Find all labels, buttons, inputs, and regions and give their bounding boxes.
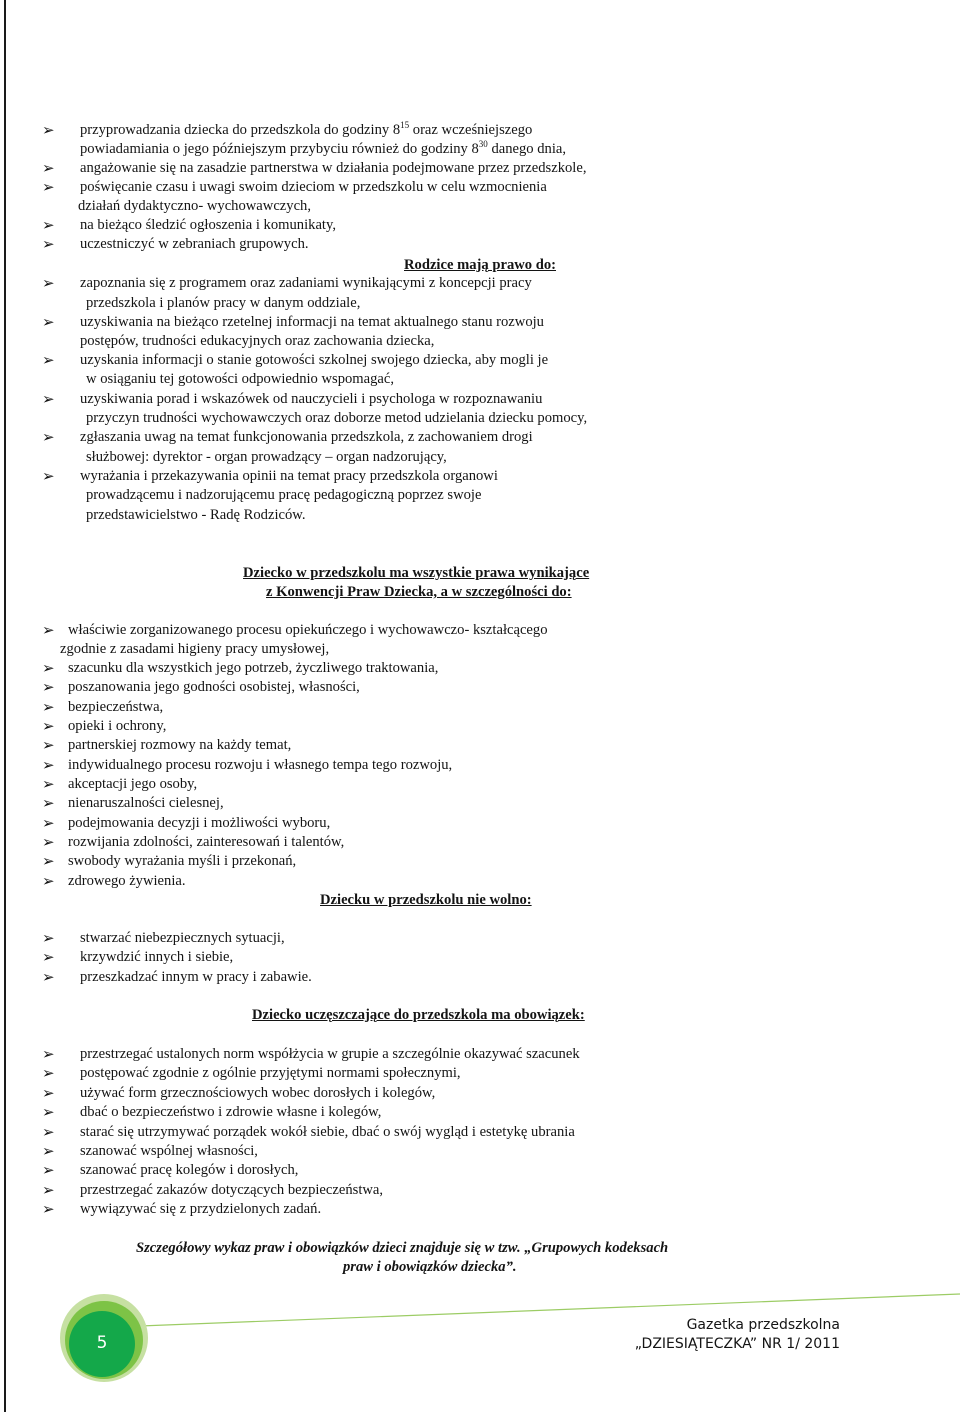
bullet-arrow-icon: ➢ <box>42 159 55 177</box>
section1-line: uczestniczyć w zebraniach grupowych. <box>80 236 309 252</box>
bullet-arrow-icon: ➢ <box>42 814 55 832</box>
section-heading: Rodzice mają prawo do: <box>404 257 556 273</box>
bullet-arrow-icon: ➢ <box>42 852 55 870</box>
bullet-arrow-icon: ➢ <box>42 794 55 812</box>
bullet-arrow-icon: ➢ <box>42 775 55 793</box>
section4-line: przeszkadzać innym w pracy i zabawie. <box>80 969 312 985</box>
page-number: 5 <box>96 1333 108 1353</box>
section2-line: przyczyn trudności wychowawczych oraz doborze metod udzielania dziecku pomocy, <box>86 410 588 426</box>
section2-line: uzyskiwania na bieżąco rzetelnej informacji na temat aktualnego stanu rozwoju <box>80 314 544 330</box>
section1-line: przyprowadzania dziecka do przedszkola do godziny $8^{15}$ oraz wcześniejszego <box>80 120 533 138</box>
section3-line: zdrowego żywienia. <box>68 873 186 889</box>
bullet-arrow-icon: ➢ <box>42 678 55 696</box>
section5-line: starać się utrzymywać porządek wokół siebie, dbać o swój wygląd i estetykę ubrania <box>80 1124 575 1140</box>
section1-line: poświęcanie czasu i uwagi swoim dzieciom w przedszkolu w celu wzmocnienia <box>80 179 547 195</box>
section1-line: działań dydaktyczno- wychowawczych, <box>78 198 311 214</box>
section3-line: bezpieczeństwa, <box>68 699 164 715</box>
section3-line: partnerskiej rozmowy na każdy temat, <box>68 737 292 753</box>
section5-line: dbać o bezpieczeństwo i zdrowie własne i kolegów, <box>80 1104 382 1120</box>
section-heading: Dziecku w przedszkolu nie wolno: <box>320 892 532 908</box>
section-heading: Dziecko w przedszkolu ma wszystkie prawa wynikające <box>243 565 590 581</box>
bullet-arrow-icon: ➢ <box>42 1064 55 1082</box>
footer-issue-label: „DZIESIĄTECZKA” NR 1/ 2011 <box>634 1336 840 1352</box>
bullet-arrow-icon: ➢ <box>42 178 55 196</box>
section2-line: zgłaszania uwag na temat funkcjonowania przedszkola, z zachowaniem drogi <box>80 429 533 445</box>
bullet-arrow-icon: ➢ <box>42 1142 55 1160</box>
section2-line: uzyskania informacji o stanie gotowości szkolnej swojego dziecka, aby mogli je <box>80 352 549 368</box>
section5-line: szanować pracę kolegów i dorosłych, <box>80 1162 299 1178</box>
bullet-arrow-icon: ➢ <box>42 274 55 292</box>
section1-line: na bieżąco śledzić ogłoszenia i komunikaty, <box>80 217 336 233</box>
bullet-arrow-icon: ➢ <box>42 833 55 851</box>
section3-line: opieki i ochrony, <box>68 718 167 734</box>
section5-line: przestrzegać zakazów dotyczących bezpieczeństwa, <box>80 1182 384 1198</box>
bullet-arrow-icon: ➢ <box>42 428 55 446</box>
footnote-text: Szczegółowy wykaz praw i obowiązków dzieci znajduje się w tzw. „Grupowych kodeksach <box>136 1240 669 1256</box>
bullet-arrow-icon: ➢ <box>42 717 55 735</box>
bullet-arrow-icon: ➢ <box>42 121 55 139</box>
section5-line: przestrzegać ustalonych norm współżycia w grupie a szczególnie okazywać szacunek <box>80 1046 580 1062</box>
section1-line: powiadamiania o jego późniejszym przybyciu również do godziny $8^{30}$ danego dnia, <box>80 139 567 157</box>
section3-line: rozwijania zdolności, zainteresowań i talentów, <box>68 834 345 850</box>
section5-line: wywiązywać się z przydzielonych zadań. <box>80 1201 322 1217</box>
section3-line: podejmowania decyzji i możliwości wyboru, <box>68 815 331 831</box>
bullet-arrow-icon: ➢ <box>42 216 55 234</box>
section2-line: przedstawicielstwo - Radę Rodziców. <box>86 507 306 523</box>
section3-line: zgodnie z zasadami higieny pracy umysłowej, <box>60 641 330 657</box>
section5-line: postępować zgodnie z ogólnie przyjętymi normami społecznymi, <box>80 1065 461 1081</box>
section5-line: szanować wspólnej własności, <box>80 1143 258 1159</box>
bullet-arrow-icon: ➢ <box>42 736 55 754</box>
section2-line: wyrażania i przekazywania opinii na temat pracy przedszkola organowi <box>80 468 498 484</box>
section-heading: Dziecko uczęszczające do przedszkola ma obowiązek: <box>252 1007 585 1023</box>
footnote-text: praw i obowiązków dziecka”. <box>343 1259 517 1275</box>
bullet-arrow-icon: ➢ <box>42 929 55 947</box>
section5-line: używać form grzecznościowych wobec dorosłych i kolegów, <box>80 1085 436 1101</box>
bullet-arrow-icon: ➢ <box>42 968 55 986</box>
bullet-arrow-icon: ➢ <box>42 390 55 408</box>
bullet-arrow-icon: ➢ <box>42 698 55 716</box>
bullet-arrow-icon: ➢ <box>42 756 55 774</box>
bullet-arrow-icon: ➢ <box>42 1084 55 1102</box>
section3-line: swobody wyrażania myśli i przekonań, <box>68 853 297 869</box>
section4-line: stwarzać niebezpiecznych sytuacji, <box>80 930 285 946</box>
bullet-arrow-icon: ➢ <box>42 659 55 677</box>
section3-line: poszanowania jego godności osobistej, własności, <box>68 679 360 695</box>
section2-line: w osiąganiu tej gotowości odpowiednio wspomagać, <box>86 371 395 387</box>
bullet-arrow-icon: ➢ <box>42 235 55 253</box>
bullet-arrow-icon: ➢ <box>42 1045 55 1063</box>
section3-line: szacunku dla wszystkich jego potrzeb, życzliwego traktowania, <box>68 660 439 676</box>
section3-line: właściwie zorganizowanego procesu opiekuńczego i wychowawczo- kształcącego <box>68 622 548 638</box>
section2-line: postępów, trudności edukacyjnych oraz zachowania dziecka, <box>80 333 435 349</box>
section2-line: służbowej: dyrektor - organ prowadzący – organ nadzorujący, <box>86 449 447 465</box>
section2-line: zapoznania się z programem oraz zadaniami wynikającymi z koncepcji pracy <box>80 275 532 291</box>
section3-line: akceptacji jego osoby, <box>68 776 198 792</box>
section4-line: krzywdzić innych i siebie, <box>80 949 234 965</box>
page-left-rule <box>4 0 6 1412</box>
bullet-arrow-icon: ➢ <box>42 1181 55 1199</box>
bullet-arrow-icon: ➢ <box>42 1161 55 1179</box>
section2-line: uzyskiwania porad i wskazówek od nauczycieli i psychologa w rozpoznawaniu <box>80 391 543 407</box>
bullet-arrow-icon: ➢ <box>42 1200 55 1218</box>
bullet-arrow-icon: ➢ <box>42 313 55 331</box>
section2-line: prowadzącemu i nadzorującemu pracę pedagogiczną poprzez swoje <box>86 487 482 503</box>
footer-publication-name: Gazetka przedszkolna <box>686 1317 840 1333</box>
section2-line: przedszkola i planów pracy w danym oddziale, <box>86 295 361 311</box>
bullet-arrow-icon: ➢ <box>42 351 55 369</box>
bullet-arrow-icon: ➢ <box>42 467 55 485</box>
bullet-arrow-icon: ➢ <box>42 1123 55 1141</box>
bullet-arrow-icon: ➢ <box>42 1103 55 1121</box>
section3-line: nienaruszalności cielesnej, <box>68 795 224 811</box>
bullet-arrow-icon: ➢ <box>42 872 55 890</box>
section1-line: angażowanie się na zasadzie partnerstwa w działania podejmowane przez przedszkole, <box>80 160 587 176</box>
section3-line: indywidualnego procesu rozwoju i własnego tempa tego rozwoju, <box>68 757 453 773</box>
bullet-arrow-icon: ➢ <box>42 948 55 966</box>
section-heading: z Konwencji Praw Dziecka, a w szczególności do: <box>266 584 572 600</box>
bullet-arrow-icon: ➢ <box>42 621 55 639</box>
